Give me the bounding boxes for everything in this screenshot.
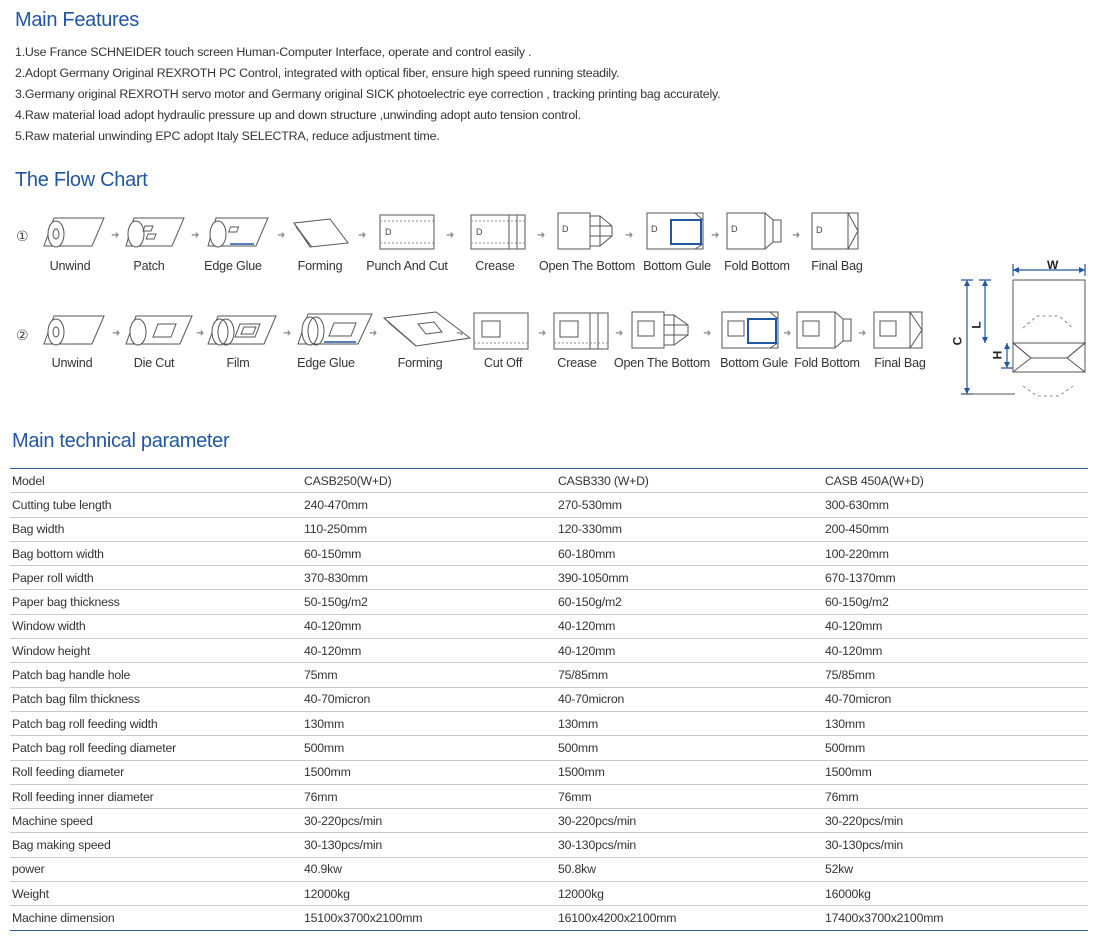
table-cell: 500mm [556, 736, 823, 760]
arrow-icon: ➜ [191, 230, 200, 241]
table-cell: 16100x4200x2100mm [556, 906, 823, 930]
table-cell: power [10, 857, 302, 881]
table-row [10, 663, 1088, 687]
table-cell: 110-250mm [302, 517, 556, 541]
open-the-bottom-icon [630, 309, 692, 351]
table-cell: Weight [10, 882, 302, 906]
table-cell: 16000kg [823, 882, 1088, 906]
table-cell: 50.8kw [556, 857, 823, 881]
bottom-gule-icon [720, 309, 782, 351]
table-cell: 670-1370mm [823, 566, 1088, 590]
edge-glue-icon [206, 212, 274, 252]
table-cell: 12000kg [302, 882, 556, 906]
svg-text:D: D [562, 224, 569, 234]
params-table [10, 468, 1088, 931]
bag-dimension-icon [955, 258, 1095, 400]
flow-row-number: ① [16, 228, 29, 244]
table-row [10, 517, 1088, 541]
table-row [10, 711, 1088, 735]
table-cell: 500mm [302, 736, 556, 760]
flow-step-label: Edge Glue [297, 356, 355, 370]
svg-text:D: D [651, 224, 658, 234]
table-header-cell: CASB330 (W+D) [556, 469, 823, 493]
arrow-icon: ➜ [111, 230, 120, 241]
table-header-cell: Model [10, 469, 302, 493]
arrow-icon: ➜ [446, 230, 455, 241]
arrow-icon: ➜ [615, 328, 624, 339]
table-cell: 40-120mm [556, 639, 823, 663]
die-cut-icon [124, 310, 196, 350]
table-cell: Bag bottom width [10, 541, 302, 565]
table-row [10, 590, 1088, 614]
dimension-label: C [950, 336, 965, 346]
table-row [10, 566, 1088, 590]
flow-step-label: Punch And Cut [366, 259, 448, 273]
table-row [10, 833, 1088, 857]
svg-text:D: D [385, 227, 392, 237]
arrow-icon: ➜ [792, 230, 801, 241]
table-cell: Machine speed [10, 809, 302, 833]
dimension-label: L [969, 321, 984, 329]
flow-row-number: ② [16, 327, 29, 343]
table-row [10, 784, 1088, 808]
table-cell: 40-120mm [302, 639, 556, 663]
table-row [10, 857, 1088, 881]
crease-icon [552, 311, 612, 351]
table-cell: 40-120mm [823, 639, 1088, 663]
arrow-icon: ➜ [703, 328, 712, 339]
arrow-icon: ➜ [711, 230, 720, 241]
table-cell: Roll feeding diameter [10, 760, 302, 784]
table-cell: 40-70micron [556, 687, 823, 711]
table-row [10, 882, 1088, 906]
table-cell: 75/85mm [556, 663, 823, 687]
flow-step-label: Patch [133, 259, 165, 273]
table-cell: 240-470mm [302, 493, 556, 517]
table-cell: Paper roll width [10, 566, 302, 590]
patch-icon [124, 212, 188, 252]
film-icon [206, 310, 280, 350]
svg-text:D: D [476, 227, 483, 237]
table-header-cell: CASB250(W+D) [302, 469, 556, 493]
features-list [15, 42, 720, 147]
table-cell: 60-150mm [302, 541, 556, 565]
table-cell: 200-450mm [823, 517, 1088, 541]
table-cell: 76mm [823, 784, 1088, 808]
arrow-icon: ➜ [783, 328, 792, 339]
table-cell: 30-220pcs/min [823, 809, 1088, 833]
open-the-bottom-icon [556, 210, 616, 252]
flow-step-label: Open The Bottom [538, 259, 636, 273]
feature-item: 1.Use France SCHNEIDER touch screen Human-Computer Interface, operate and control easily . [15, 45, 532, 59]
table-cell: Patch bag roll feeding width [10, 711, 302, 735]
flow-step-label: Forming [297, 259, 343, 273]
table-cell: 100-220mm [823, 541, 1088, 565]
flow-step-label: Crease [557, 356, 597, 370]
table-cell: 50-150g/m2 [302, 590, 556, 614]
table-row [10, 614, 1088, 638]
table-cell: 52kw [823, 857, 1088, 881]
table-cell: 30-130pcs/min [302, 833, 556, 857]
table-row [10, 736, 1088, 760]
table-row [10, 541, 1088, 565]
arrow-icon: ➜ [538, 328, 547, 339]
feature-item: 2.Adopt Germany Original REXROTH PC Control, integrated with optical fiber, ensure high speed running steadily. [15, 66, 620, 80]
table-cell: 17400x3700x2100mm [823, 906, 1088, 930]
arrow-icon: ➜ [277, 230, 286, 241]
flow-step-label: Unwind [51, 356, 93, 370]
feature-item: 5.Raw material unwinding EPC adopt Italy SELECTRA, reduce adjustment time. [15, 129, 440, 143]
table-cell: Roll feeding inner diameter [10, 784, 302, 808]
bottom-gule-icon [645, 210, 707, 252]
flow-step-label: Unwind [49, 259, 91, 273]
table-cell: 1500mm [556, 760, 823, 784]
svg-text:D: D [816, 225, 823, 235]
features-title: Main Features [15, 9, 139, 31]
flow-step-label: Forming [397, 356, 443, 370]
table-cell: Patch bag roll feeding diameter [10, 736, 302, 760]
table-header-cell: CASB 450A(W+D) [823, 469, 1088, 493]
table-cell: Machine dimension [10, 906, 302, 930]
table-cell: 60-150g/m2 [823, 590, 1088, 614]
table-cell: Paper bag thickness [10, 590, 302, 614]
table-cell: Bag width [10, 517, 302, 541]
table-cell: 40-120mm [556, 614, 823, 638]
table-cell: 300-630mm [823, 493, 1088, 517]
table-cell: 12000kg [556, 882, 823, 906]
arrow-icon: ➜ [858, 328, 867, 339]
arrow-icon: ➜ [358, 230, 367, 241]
table-cell: 130mm [823, 711, 1088, 735]
flow-step-label: Crease [475, 259, 515, 273]
table-cell: 30-130pcs/min [823, 833, 1088, 857]
table-cell: Bag making speed [10, 833, 302, 857]
edge-glue-icon [296, 308, 378, 350]
table-cell: 120-330mm [556, 517, 823, 541]
arrow-icon: ➜ [537, 230, 546, 241]
table-cell: 40-120mm [302, 614, 556, 638]
table-cell: 40-70micron [823, 687, 1088, 711]
table-cell: 15100x3700x2100mm [302, 906, 556, 930]
table-cell: 1500mm [302, 760, 556, 784]
crease-icon [469, 213, 529, 251]
table-cell: 40-70micron [302, 687, 556, 711]
table-cell: 390-1050mm [556, 566, 823, 590]
arrow-icon: ➜ [112, 328, 121, 339]
table-cell: 60-180mm [556, 541, 823, 565]
cut-off-icon [472, 311, 532, 351]
dimension-label: H [990, 350, 1005, 360]
table-row [10, 493, 1088, 517]
dimension-label: W [1047, 258, 1059, 272]
flow-step-label: Film [226, 356, 250, 370]
svg-text:D: D [731, 224, 738, 234]
table-cell: 30-130pcs/min [556, 833, 823, 857]
table-cell: 130mm [556, 711, 823, 735]
table-cell: Window width [10, 614, 302, 638]
fold-bottom-icon [725, 210, 785, 252]
final-bag-icon [872, 310, 926, 350]
table-cell: 370-830mm [302, 566, 556, 590]
punch-and-cut-icon [378, 213, 438, 251]
flow-step-label: Cut Off [483, 356, 523, 370]
flow-step-label: Final Bag [874, 356, 926, 370]
flow-step-label: Bottom Gule [720, 356, 788, 370]
unwind-icon [42, 212, 112, 252]
unwind-icon [42, 310, 112, 350]
table-cell: 130mm [302, 711, 556, 735]
forming-icon [290, 215, 352, 251]
flow-step-label: Fold Bottom [794, 356, 860, 370]
table-cell: 500mm [823, 736, 1088, 760]
table-row [10, 760, 1088, 784]
final-bag-icon [810, 211, 862, 251]
table-cell: Patch bag handle hole [10, 663, 302, 687]
table-cell: 30-220pcs/min [302, 809, 556, 833]
flow-step-label: Edge Glue [204, 259, 262, 273]
arrow-icon: ➜ [456, 328, 465, 339]
table-cell: 30-220pcs/min [556, 809, 823, 833]
flow-step-label: Die Cut [133, 356, 175, 370]
table-header-row [10, 469, 1088, 493]
table-cell: Cutting tube length [10, 493, 302, 517]
flow-step-label: Open The Bottom [613, 356, 711, 370]
table-cell: Patch bag film thickness [10, 687, 302, 711]
table-cell: 75/85mm [823, 663, 1088, 687]
table-cell: 270-530mm [556, 493, 823, 517]
table-row [10, 639, 1088, 663]
table-cell: 75mm [302, 663, 556, 687]
arrow-icon: ➜ [196, 328, 205, 339]
flow-step-label: Fold Bottom [724, 259, 790, 273]
params-table-body [10, 493, 1088, 930]
table-cell: 60-150g/m2 [556, 590, 823, 614]
table-cell: 40-120mm [823, 614, 1088, 638]
flow-step-label: Bottom Gule [643, 259, 711, 273]
table-cell: 76mm [556, 784, 823, 808]
arrow-icon: ➜ [283, 328, 292, 339]
arrow-icon: ➜ [369, 328, 378, 339]
arrow-icon: ➜ [625, 230, 634, 241]
flow-step-label: Final Bag [811, 259, 863, 273]
flow-chart-title: The Flow Chart [15, 169, 148, 191]
fold-bottom-icon [795, 309, 855, 351]
table-cell: 76mm [302, 784, 556, 808]
table-cell: 1500mm [823, 760, 1088, 784]
table-cell: 40.9kw [302, 857, 556, 881]
table-row [10, 809, 1088, 833]
table-row [10, 687, 1088, 711]
feature-item: 3.Germany original REXROTH servo motor and Germany original SICK photoelectric eye correction , tracking printing bag accurately. [15, 87, 721, 101]
feature-item: 4.Raw material load adopt hydraulic pressure up and down structure ,unwinding adopt auto tension control. [15, 108, 581, 122]
table-cell: Window height [10, 639, 302, 663]
params-title: Main technical parameter [12, 430, 230, 452]
table-row [10, 906, 1088, 930]
